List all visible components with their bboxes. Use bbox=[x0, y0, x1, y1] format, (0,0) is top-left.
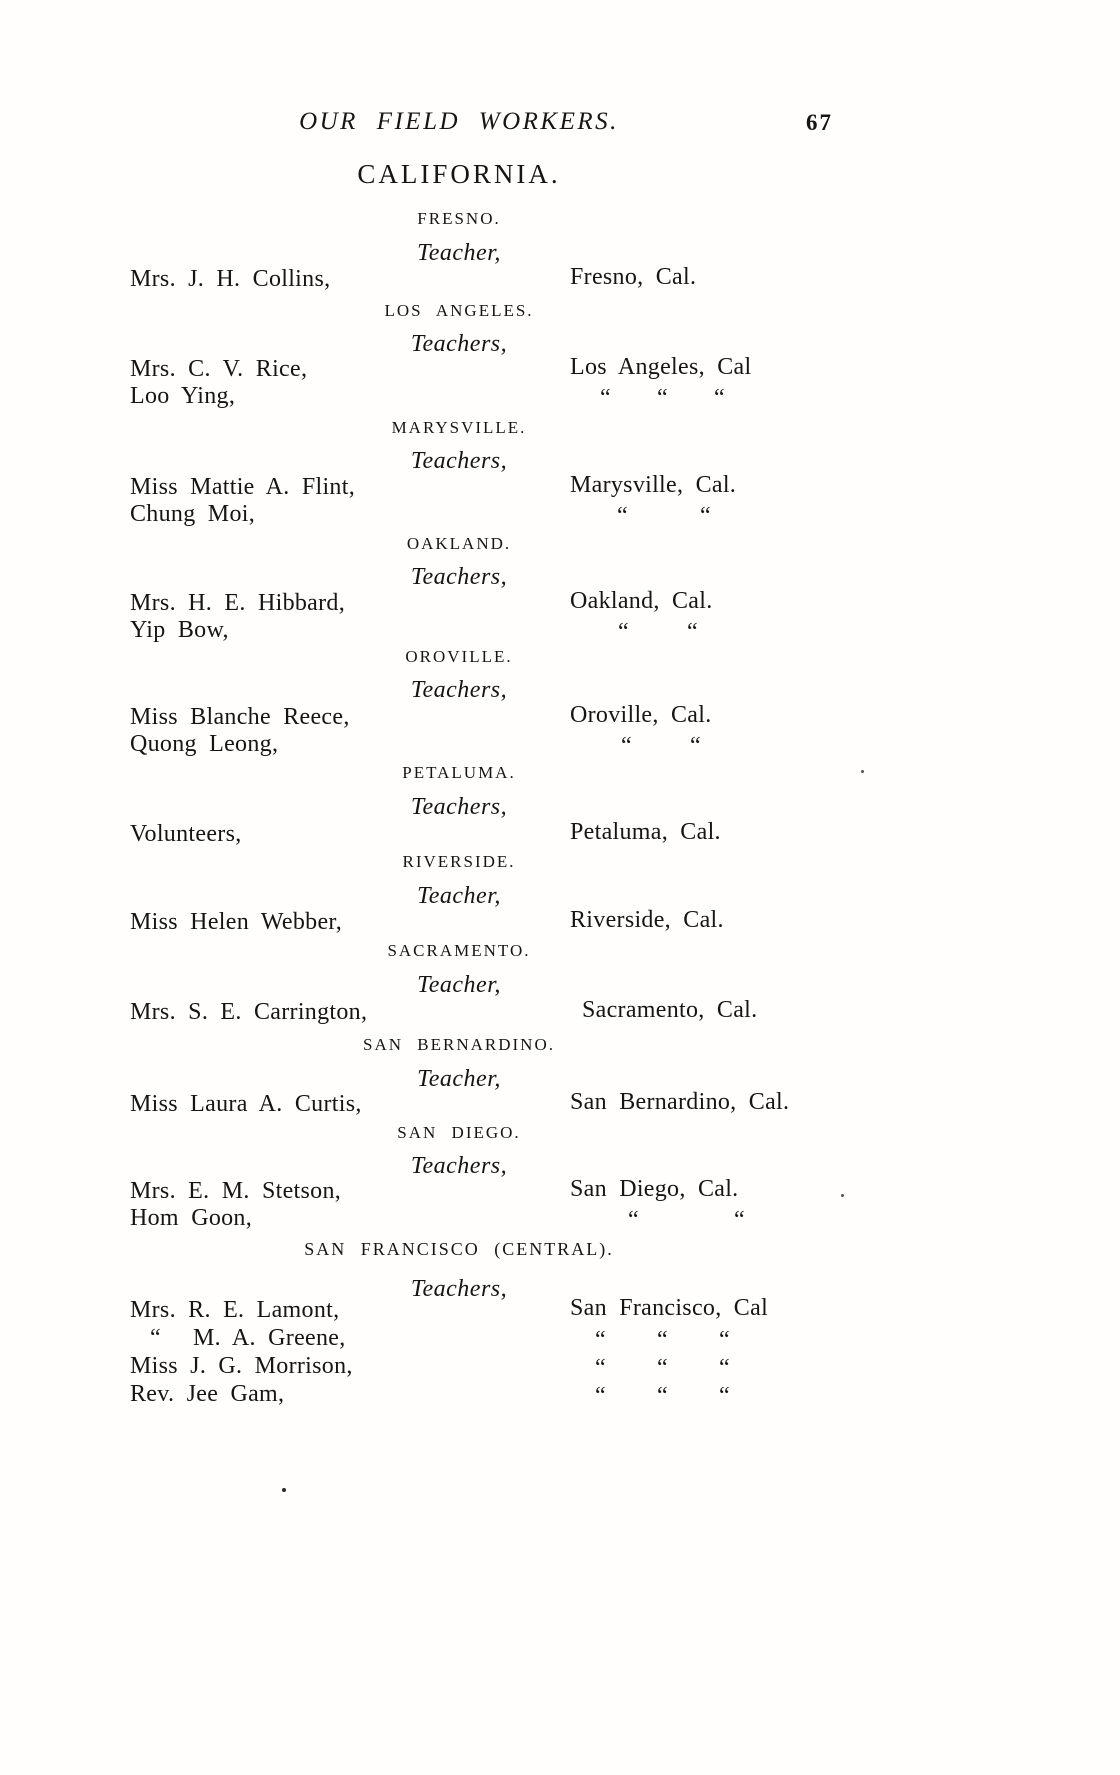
teacher-name: Miss J. G. Morrison, bbox=[130, 1353, 353, 1379]
ditto-mark: “ bbox=[657, 385, 668, 411]
section-heading-oroville: OROVILLE. bbox=[405, 647, 513, 666]
location: San Diego, Cal. bbox=[570, 1176, 739, 1202]
section-heading-los-angeles: LOS ANGELES. bbox=[384, 301, 534, 320]
location-ditto-row bbox=[618, 619, 705, 646]
section-heading-riverside: RIVERSIDE. bbox=[402, 852, 516, 871]
role-heading: Teachers, bbox=[410, 1153, 508, 1179]
name-ditto-mark: “ bbox=[150, 1325, 161, 1351]
ditto-mark: “ bbox=[657, 1327, 668, 1353]
teacher-name: M. A. Greene, bbox=[193, 1325, 346, 1351]
teacher-name: Mrs. E. M. Stetson, bbox=[130, 1178, 342, 1204]
teacher-name: Miss Blanche Reece, bbox=[130, 704, 350, 730]
role-heading: Teachers, bbox=[410, 794, 508, 820]
section-heading-marysville: MARYSVILLE. bbox=[391, 418, 527, 437]
ditto-mark: “ bbox=[714, 385, 725, 411]
location-ditto-row bbox=[595, 1383, 737, 1410]
location-ditto-row bbox=[617, 503, 718, 530]
teacher-name: Loo Ying, bbox=[130, 383, 236, 409]
location: Petaluma, Cal. bbox=[570, 819, 721, 845]
role-heading: Teachers, bbox=[410, 331, 508, 357]
location: San Bernardino, Cal. bbox=[570, 1089, 790, 1115]
role-heading: Teacher, bbox=[417, 972, 501, 998]
location: Fresno, Cal. bbox=[570, 264, 697, 290]
ditto-mark: “ bbox=[719, 1355, 730, 1381]
ditto-mark: “ bbox=[657, 1383, 668, 1409]
location: Los Angeles, Cal bbox=[570, 354, 752, 380]
location: Oakland, Cal. bbox=[570, 588, 713, 614]
location-ditto-row bbox=[621, 733, 708, 760]
ditto-mark: “ bbox=[687, 619, 698, 645]
teacher-name: Volunteers, bbox=[130, 821, 242, 847]
running-title: OUR FIELD WORKERS. bbox=[299, 108, 619, 135]
ditto-mark: “ bbox=[657, 1355, 668, 1381]
ditto-mark: “ bbox=[719, 1327, 730, 1353]
teacher-name: Yip Bow, bbox=[130, 617, 229, 643]
teacher-name: Mrs. J. H. Collins, bbox=[130, 266, 331, 292]
role-heading: Teacher, bbox=[417, 1066, 501, 1092]
ditto-mark: “ bbox=[734, 1207, 745, 1233]
teacher-name: Miss Helen Webber, bbox=[130, 909, 343, 935]
section-heading-fresno: FRESNO. bbox=[417, 209, 501, 228]
ditto-mark: “ bbox=[690, 733, 701, 759]
section-heading-petaluma: PETALUMA. bbox=[402, 763, 516, 782]
teacher-name: Mrs. S. E. Carrington, bbox=[130, 999, 368, 1025]
location: Riverside, Cal. bbox=[570, 907, 724, 933]
location-ditto-row bbox=[595, 1327, 737, 1354]
ditto-mark: “ bbox=[700, 503, 711, 529]
location: San Francisco, Cal bbox=[570, 1295, 769, 1321]
teacher-name: Miss Mattie A. Flint, bbox=[130, 474, 355, 500]
location: Marysville, Cal. bbox=[570, 472, 737, 498]
ditto-mark: “ bbox=[618, 619, 629, 645]
ditto-mark: “ bbox=[600, 385, 611, 411]
teacher-name: Rev. Jee Gam, bbox=[130, 1381, 285, 1407]
section-heading-sacramento: SACRAMENTO. bbox=[387, 941, 531, 960]
role-heading: Teacher, bbox=[417, 883, 501, 909]
teacher-name: Hom Goon, bbox=[130, 1205, 253, 1231]
location-ditto-row bbox=[600, 385, 732, 412]
ditto-mark: “ bbox=[617, 503, 628, 529]
role-heading: Teachers, bbox=[410, 448, 508, 474]
ditto-mark: “ bbox=[719, 1383, 730, 1409]
location-ditto-row bbox=[595, 1355, 737, 1382]
role-heading: Teachers, bbox=[410, 564, 508, 590]
section-heading-san-bernardino: SAN BERNARDINO. bbox=[363, 1035, 555, 1054]
role-heading: Teacher, bbox=[417, 240, 501, 266]
location: Sacramento, Cal. bbox=[582, 997, 758, 1023]
ink-speck bbox=[841, 1194, 844, 1197]
teacher-name: Quong Leong, bbox=[130, 731, 279, 757]
teacher-name: Miss Laura A. Curtis, bbox=[130, 1091, 362, 1117]
teacher-name: Mrs. C. V. Rice, bbox=[130, 356, 308, 382]
ditto-mark: “ bbox=[595, 1355, 606, 1381]
ditto-mark: “ bbox=[621, 733, 632, 759]
location: Oroville, Cal. bbox=[570, 702, 712, 728]
ink-speck bbox=[861, 770, 864, 773]
role-heading: Teachers, bbox=[410, 677, 508, 703]
ditto-mark: “ bbox=[628, 1207, 639, 1233]
teacher-name: Chung Moi, bbox=[130, 501, 256, 527]
role-heading: Teachers, bbox=[410, 1276, 508, 1302]
section-heading-oakland: OAKLAND. bbox=[406, 534, 512, 553]
teacher-name: Mrs. R. E. Lamont, bbox=[130, 1297, 340, 1323]
location-ditto-row bbox=[628, 1207, 752, 1234]
section-heading-san-francisco-central: SAN FRANCISCO (CENTRAL). bbox=[304, 1239, 614, 1259]
ink-speck bbox=[282, 1488, 286, 1492]
teacher-name: Mrs. H. E. Hibbard, bbox=[130, 590, 346, 616]
page-number: 67 bbox=[806, 110, 833, 135]
section-heading-san-diego: SAN DIEGO. bbox=[397, 1123, 521, 1142]
ditto-mark: “ bbox=[595, 1327, 606, 1353]
ditto-mark: “ bbox=[595, 1383, 606, 1409]
state-heading: CALIFORNIA. bbox=[357, 159, 561, 189]
